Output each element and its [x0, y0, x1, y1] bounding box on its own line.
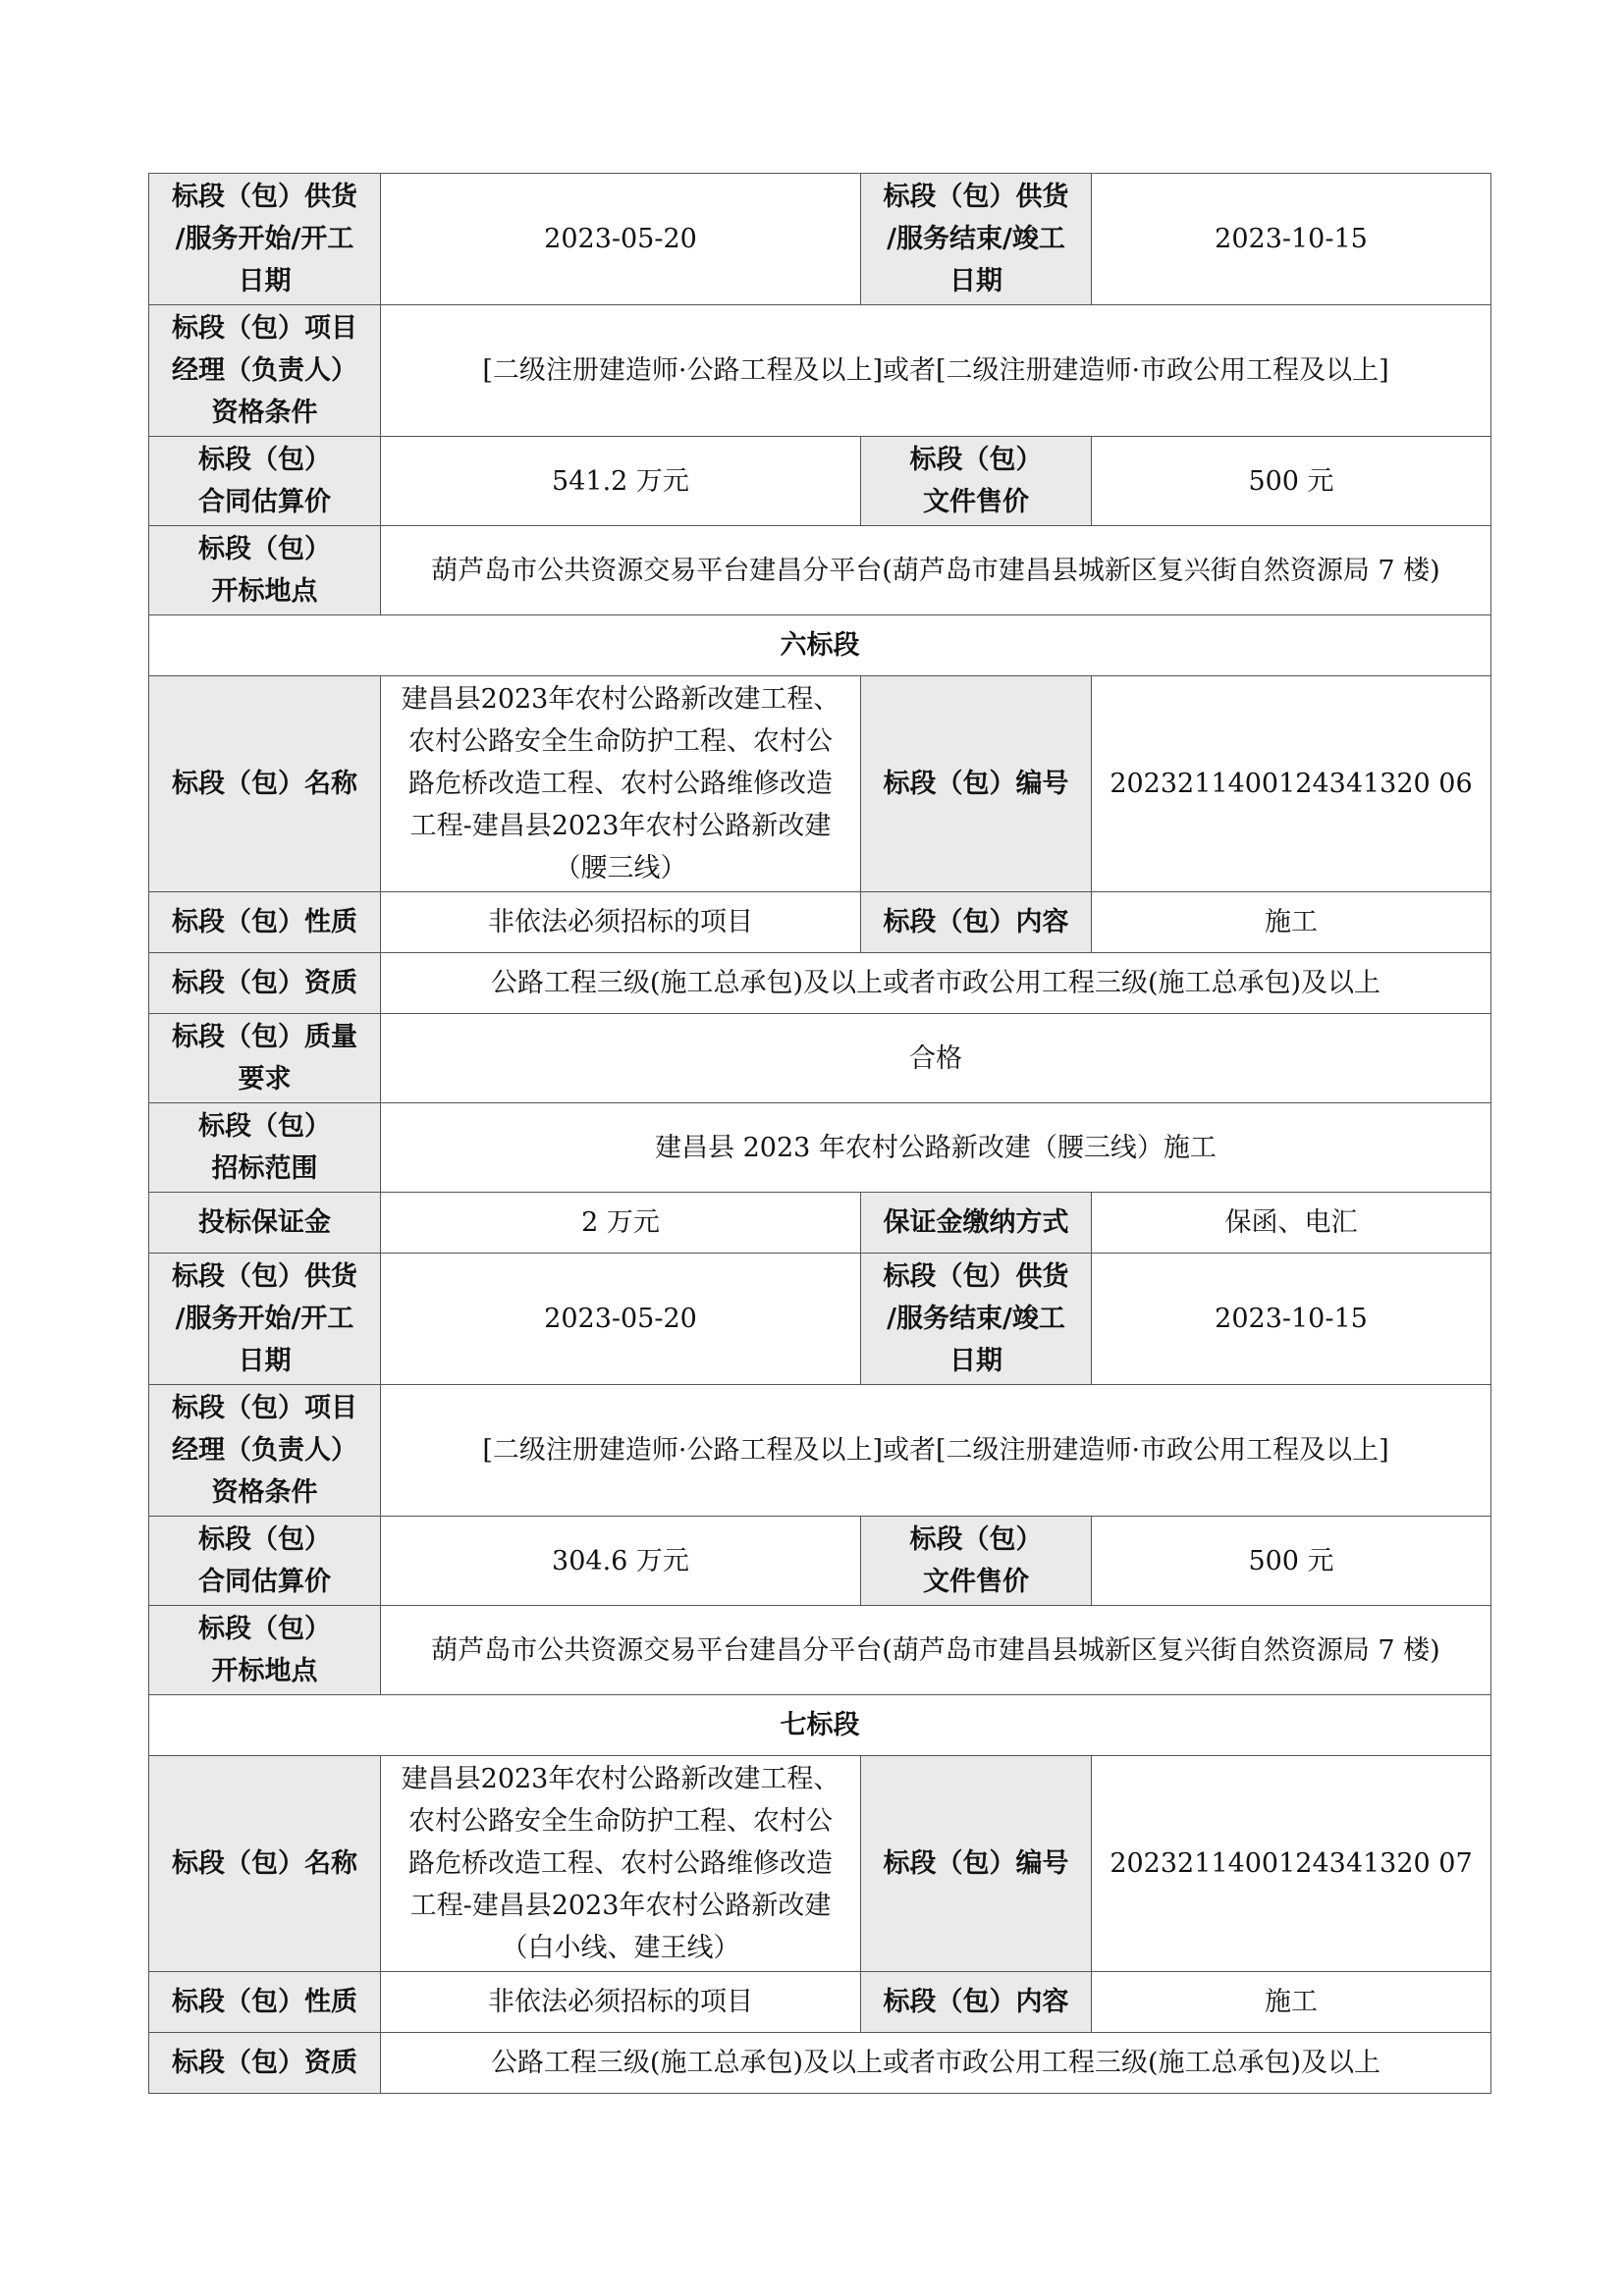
section-heading: 七标段	[149, 1695, 1491, 1756]
table-row	[149, 526, 1491, 615]
manager-qualification-value: [二级注册建造师·公路工程及以上]或者[二级注册建造师·市政公用工程及以上]	[381, 305, 1491, 437]
start-date-value: 2023-05-20	[381, 174, 861, 305]
section-name-label: 标段（包）名称	[149, 1756, 381, 1972]
end-date-label: 标段（包）供货 /服务结束/竣工 日期	[861, 174, 1092, 305]
table-row	[149, 1385, 1491, 1517]
section-qualification-value: 公路工程三级(施工总承包)及以上或者市政公用工程三级(施工总承包)及以上	[381, 2033, 1491, 2094]
end-date-value: 2023-10-15	[1092, 1254, 1491, 1385]
table-row	[149, 2033, 1491, 2094]
section-heading: 六标段	[149, 615, 1491, 676]
contract-estimate-value: 541.2 万元	[381, 437, 861, 526]
section-qualification-label: 标段（包）资质	[149, 2033, 381, 2094]
manager-qualification-label: 标段（包）项目 经理（负责人） 资格条件	[149, 1385, 381, 1517]
bid-bond-value: 2 万元	[381, 1193, 861, 1254]
opening-location-value: 葫芦岛市公共资源交易平台建昌分平台(葫芦岛市建昌县城新区复兴街自然资源局 7 楼)	[381, 1606, 1491, 1695]
section-heading-row	[149, 1695, 1491, 1756]
section-heading-row	[149, 615, 1491, 676]
section-content-label: 标段（包）内容	[861, 892, 1092, 953]
section-nature-value: 非依法必须招标的项目	[381, 892, 861, 953]
bond-method-label: 保证金缴纳方式	[861, 1193, 1092, 1254]
section-qualification-label: 标段（包）资质	[149, 953, 381, 1014]
section-content-value: 施工	[1092, 1972, 1491, 2033]
section-name-value: 建昌县2023年农村公路新改建工程、 农村公路安全生命防护工程、农村公 路危桥改造工程、农村公路维修改造 工程-建昌县2023年农村公路新改建 （腰三线）	[381, 676, 861, 892]
table-row	[149, 1972, 1491, 2033]
section-content-label: 标段（包）内容	[861, 1972, 1092, 2033]
opening-location-label: 标段（包） 开标地点	[149, 1606, 381, 1695]
contract-estimate-label: 标段（包） 合同估算价	[149, 437, 381, 526]
section-code-label: 标段（包）编号	[861, 1756, 1092, 1972]
document-price-value: 500 元	[1092, 437, 1491, 526]
table-row	[149, 953, 1491, 1014]
table-row	[149, 437, 1491, 526]
section-name-value: 建昌县2023年农村公路新改建工程、 农村公路安全生命防护工程、农村公 路危桥改造工程、农村公路维修改造 工程-建昌县2023年农村公路新改建 （白小线、建王线）	[381, 1756, 861, 1972]
table-row	[149, 1193, 1491, 1254]
contract-estimate-label: 标段（包） 合同估算价	[149, 1517, 381, 1606]
section-nature-label: 标段（包）性质	[149, 892, 381, 953]
section-code-label: 标段（包）编号	[861, 676, 1092, 892]
manager-qualification-value: [二级注册建造师·公路工程及以上]或者[二级注册建造师·市政公用工程及以上]	[381, 1385, 1491, 1517]
end-date-label: 标段（包）供货 /服务结束/竣工 日期	[861, 1254, 1092, 1385]
table-row	[149, 1606, 1491, 1695]
section-qualification-value: 公路工程三级(施工总承包)及以上或者市政公用工程三级(施工总承包)及以上	[381, 953, 1491, 1014]
start-date-label: 标段（包）供货 /服务开始/开工 日期	[149, 1254, 381, 1385]
table-row	[149, 1014, 1491, 1103]
section-nature-label: 标段（包）性质	[149, 1972, 381, 2033]
opening-location-value: 葫芦岛市公共资源交易平台建昌分平台(葫芦岛市建昌县城新区复兴街自然资源局 7 楼)	[381, 526, 1491, 615]
document-price-value: 500 元	[1092, 1517, 1491, 1606]
bid-sections-table	[148, 173, 1491, 2094]
manager-qualification-label: 标段（包）项目 经理（负责人） 资格条件	[149, 305, 381, 437]
tender-scope-label: 标段（包） 招标范围	[149, 1103, 381, 1193]
opening-location-label: 标段（包） 开标地点	[149, 526, 381, 615]
section-name-label: 标段（包）名称	[149, 676, 381, 892]
table-row	[149, 1254, 1491, 1385]
quality-requirement-value: 合格	[381, 1014, 1491, 1103]
table-row	[149, 1103, 1491, 1193]
start-date-label: 标段（包）供货 /服务开始/开工 日期	[149, 174, 381, 305]
table-row	[149, 174, 1491, 305]
table-row	[149, 1756, 1491, 1972]
tender-scope-value: 建昌县 2023 年农村公路新改建（腰三线）施工	[381, 1103, 1491, 1193]
document-price-label: 标段（包） 文件售价	[861, 437, 1092, 526]
table-row	[149, 676, 1491, 892]
bond-method-value: 保函、电汇	[1092, 1193, 1491, 1254]
table-row	[149, 305, 1491, 437]
document-price-label: 标段（包） 文件售价	[861, 1517, 1092, 1606]
section-nature-value: 非依法必须招标的项目	[381, 1972, 861, 2033]
section-code-value: 2023211400124341320 06	[1092, 676, 1491, 892]
start-date-value: 2023-05-20	[381, 1254, 861, 1385]
table-row	[149, 892, 1491, 953]
contract-estimate-value: 304.6 万元	[381, 1517, 861, 1606]
quality-requirement-label: 标段（包）质量 要求	[149, 1014, 381, 1103]
table-row	[149, 1517, 1491, 1606]
end-date-value: 2023-10-15	[1092, 174, 1491, 305]
section-code-value: 2023211400124341320 07	[1092, 1756, 1491, 1972]
section-content-value: 施工	[1092, 892, 1491, 953]
bid-bond-label: 投标保证金	[149, 1193, 381, 1254]
